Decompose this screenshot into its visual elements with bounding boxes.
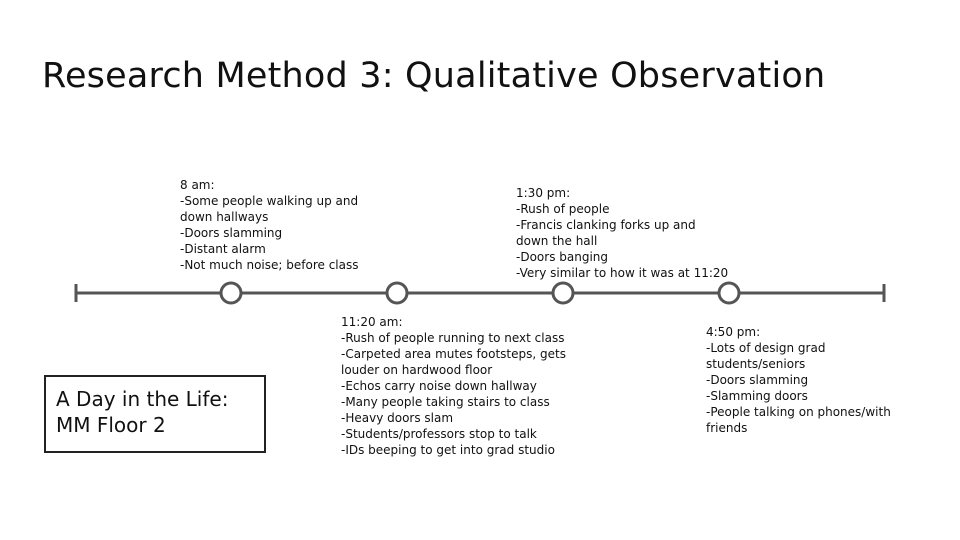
- event-line: -Students/professors stop to talk: [341, 427, 537, 441]
- event-line: -Distant alarm: [180, 242, 266, 256]
- event-line: -Carpeted area mutes footsteps, gets: [341, 347, 566, 361]
- event-line: -Doors slamming: [706, 373, 809, 387]
- timeline-marker-450pm: [719, 283, 739, 303]
- event-time: 8 am:: [180, 178, 215, 192]
- event-line: -Not much noise; before class: [180, 258, 359, 272]
- summary-line-2: MM Floor 2: [56, 413, 166, 437]
- event-line: down hallways: [180, 210, 269, 224]
- event-130pm-note: [516, 185, 728, 281]
- event-line: -Francis clanking forks up and: [516, 218, 696, 232]
- event-line: -Many people taking stairs to class: [341, 395, 550, 409]
- event-line: down the hall: [516, 234, 598, 248]
- event-line: -IDs beeping to get into grad studio: [341, 443, 555, 457]
- event-line: -Rush of people: [516, 202, 610, 216]
- event-line: friends: [706, 421, 748, 435]
- event-time: 4:50 pm:: [706, 325, 761, 339]
- slide-title: Research Method 3: Qualitative Observation: [42, 56, 826, 96]
- timeline-marker-1120am: [387, 283, 407, 303]
- event-line: -Very similar to how it was at 11:20: [516, 266, 729, 280]
- event-line: -Some people walking up and: [180, 194, 359, 208]
- summary-box: [44, 375, 266, 453]
- event-1120am-note: [341, 314, 566, 458]
- event-line: -Lots of design grad: [706, 341, 826, 355]
- summary-line-1: A Day in the Life:: [56, 387, 229, 411]
- event-line: -Slamming doors: [706, 389, 808, 403]
- event-line: students/seniors: [706, 357, 806, 371]
- event-line: louder on hardwood floor: [341, 363, 493, 377]
- event-8am-note: [180, 177, 358, 273]
- event-450pm-note: [706, 324, 891, 436]
- event-time: 11:20 am:: [341, 315, 403, 329]
- event-line: -Doors slamming: [180, 226, 283, 240]
- event-line: -People talking on phones/with: [706, 405, 891, 419]
- timeline-marker-8am: [221, 283, 241, 303]
- event-line: -Rush of people running to next class: [341, 331, 565, 345]
- event-line: -Echos carry noise down hallway: [341, 379, 537, 393]
- event-time: 1:30 pm:: [516, 186, 571, 200]
- event-line: -Doors banging: [516, 250, 609, 264]
- timeline-marker-130pm: [553, 283, 573, 303]
- event-line: -Heavy doors slam: [341, 411, 454, 425]
